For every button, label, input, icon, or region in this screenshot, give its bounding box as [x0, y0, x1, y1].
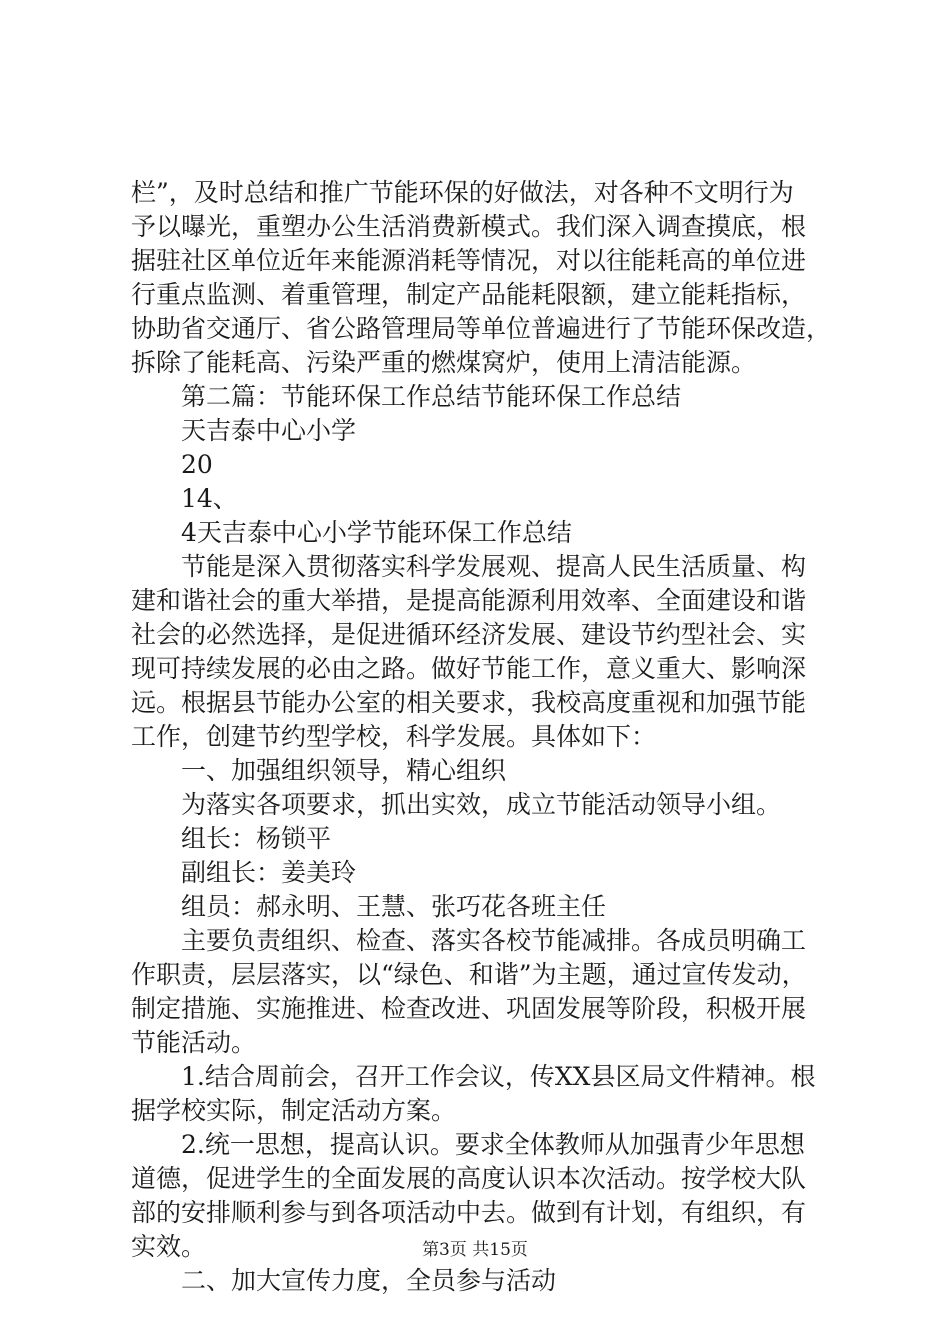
text-line: 4天吉泰中心小学节能环保工作总结 — [181, 518, 572, 547]
text-line: 主要负责组织、检查、落实各校节能减排。各成员明确工 — [181, 926, 807, 955]
text-line: 据驻社区单位近年来能源消耗等情况，对以往能耗高的单位进 — [131, 246, 807, 275]
page-footer: 第3页 共15页 — [422, 1240, 528, 1260]
text-line: 拆除了能耗高、污染严重的燃煤窝炉，使用上清洁能源。 — [131, 348, 757, 377]
text-line: 组长：杨锁平 — [181, 824, 332, 853]
text-line: 社会的必然选择，是促进循环经济发展、建设节约型社会、实 — [131, 620, 807, 649]
text-line: 道德，促进学生的全面发展的高度认识本次活动。按学校大队 — [131, 1164, 807, 1193]
text-line: 14、 — [181, 484, 238, 513]
text-line: 实效。 — [131, 1232, 207, 1261]
text-line: 二、加大宣传力度，全员参与活动 — [181, 1266, 557, 1295]
text-line: 建和谐社会的重大举措，是提高能源利用效率、全面建设和谐 — [131, 586, 807, 615]
text-line: 组员：郝永明、王慧、张巧花各班主任 — [181, 892, 607, 921]
text-line: 予以曝光，重塑办公生活消费新模式。我们深入调查摸底，根 — [131, 212, 807, 241]
text-line: 节能活动。 — [131, 1028, 257, 1057]
text-line: 为落实各项要求，抓出实效，成立节能活动领导小组。 — [181, 790, 782, 819]
text-line: 天吉泰中心小学 — [181, 416, 357, 445]
text-line: 工作，创建节约型学校，科学发展。具体如下： — [131, 722, 657, 751]
text-line: 现可持续发展的必由之路。做好节能工作，意义重大、影响深 — [131, 654, 807, 683]
text-line: 节能是深入贯彻落实科学发展观、提高人民生活质量、构 — [181, 552, 807, 581]
text-line: 行重点监测、着重管理，制定产品能耗限额，建立能耗指标， — [131, 280, 807, 309]
text-line: 栏”，及时总结和推广节能环保的好做法，对各种不文明行为 — [131, 178, 794, 207]
text-line: 第二篇：节能环保工作总结节能环保工作总结 — [181, 382, 682, 411]
text-line: 1.结合周前会，召开工作会议，传XX县区局文件精神。根 — [181, 1062, 816, 1091]
text-line: 一、加强组织领导，精心组织 — [181, 756, 507, 785]
text-line: 协助省交通厅、省公路管理局等单位普遍进行了节能环保改造， — [131, 314, 832, 343]
text-line: 制定措施、实施推进、检查改进、巩固发展等阶段，积极开展 — [131, 994, 807, 1023]
text-line: 远。根据县节能办公室的相关要求，我校高度重视和加强节能 — [131, 688, 807, 717]
text-line: 据学校实际，制定活动方案。 — [131, 1096, 457, 1125]
document-body — [131, 176, 836, 1298]
text-line: 20 — [181, 450, 213, 479]
text-line: 副组长：姜美玲 — [181, 858, 357, 887]
text-line: 作职责，层层落实，以“绿色、和谐”为主题，通过宣传发动， — [131, 960, 807, 989]
text-line: 2.统一思想，提高认识。要求全体教师从加强青少年思想 — [181, 1130, 805, 1159]
text-line: 部的安排顺利参与到各项活动中去。做到有计划，有组织，有 — [131, 1198, 807, 1227]
